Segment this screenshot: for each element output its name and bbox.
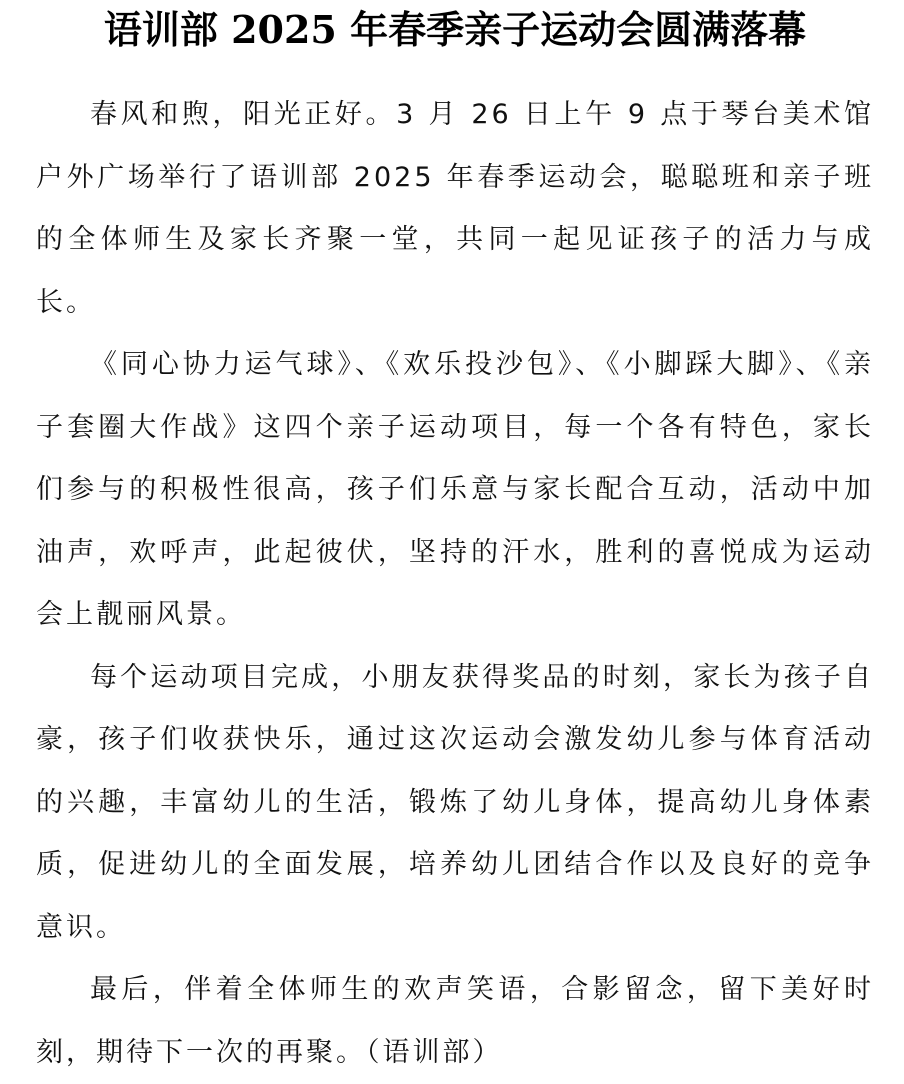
- article-paragraph: 《同心协力运气球》、《欢乐投沙包》、《小脚踩大脚》、《亲子套圈大作战》这四个亲子运动项目，每一个各有特色，家长们参与的积极性很高，孩子们乐意与家长配合互动，活动中加油声，欢呼声，此起彼伏，坚持的汗水，胜利的喜悦成为运动会上靓丽风景。: [36, 349, 874, 630]
- article-body: [36, 84, 874, 1084]
- article-title: 语训部 2025 年春季亲子运动会圆满落幕: [103, 7, 807, 52]
- article-paragraph: 最后，伴着全体师生的欢声笑语，合影留念，留下美好时刻，期待下一次的再聚。（语训部）: [36, 974, 874, 1068]
- article-paragraph: 每个运动项目完成，小朋友获得奖品的时刻，家长为孩子自豪，孩子们收获快乐，通过这次运动会激发幼儿参与体育活动的兴趣，丰富幼儿的生活，锻炼了幼儿身体，提高幼儿身体素质，促进幼儿的全面发展，培养幼儿团结合作以及良好的竞争意识。: [36, 661, 874, 943]
- article-paragraph: 春风和煦，阳光正好。3 月 26 日上午 9 点于琴台美术馆户外广场举行了语训部 2025 年春季运动会，聪聪班和亲子班的全体师生及家长齐聚一堂，共同一起见证孩子的活力与成长。: [36, 99, 874, 318]
